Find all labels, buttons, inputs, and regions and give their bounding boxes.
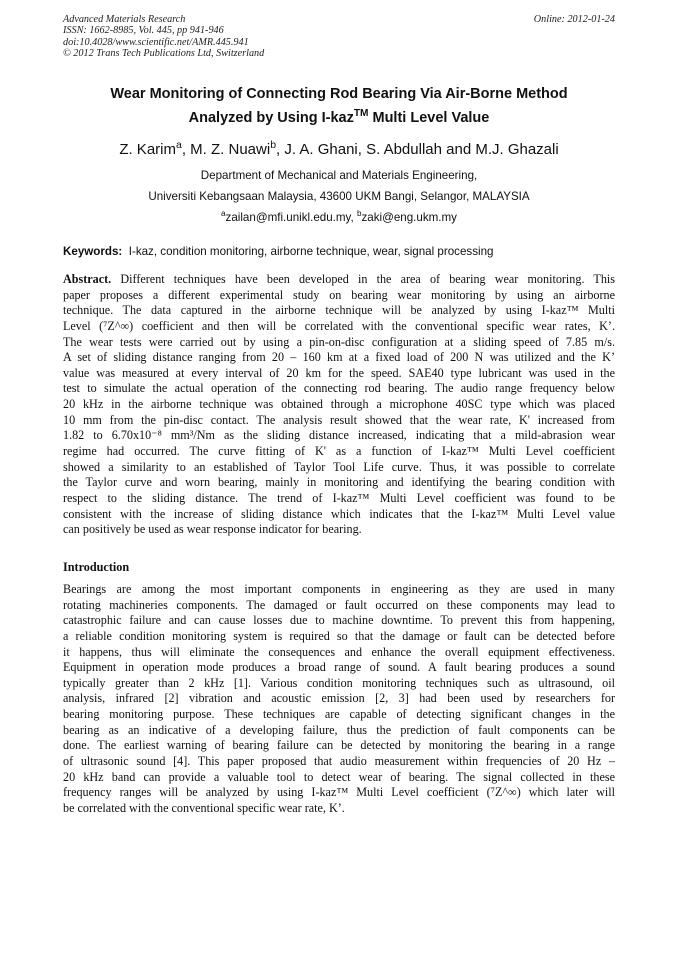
online-date <box>534 14 615 25</box>
abstract <box>63 272 615 538</box>
abstract-line: respect to the sliding distance. The trend of I-kaz™ Multi Level coefficient was found to be <box>63 490 615 505</box>
abstract-line: A set of sliding distance ranging from 20 – 160 km at a fixed load of 200 N was utilized and the K’ <box>63 350 615 365</box>
affiliation-dept: Department of Mechanical and Materials Engineering, <box>200 169 478 182</box>
title-line-2 <box>63 106 615 130</box>
abstract-line: test to simulate the actual operation of the connecting rod bearing. The audio range frequency below <box>63 381 615 396</box>
email-a[interactable]: zailan@mfi.unikl.edu.my, <box>225 211 357 224</box>
email-b[interactable]: zaki@eng.ukm.my <box>361 211 457 224</box>
intro-line: rotating machineries components. The damaged or fault occurred on these components may lead to <box>63 597 615 612</box>
author-1-affil: a <box>175 139 182 151</box>
abstract-line: Level (⁷Z^∞) coefficient and then will be correlated with the conventional specific wear rates, K’. <box>63 318 615 333</box>
abstract-line: consistent with the increase of sliding distance which indicates that the I-kaz™ Multi Level value <box>63 506 615 521</box>
intro-line: be correlated with the conventional specific wear rate, K’. <box>63 800 345 815</box>
intro-line: bearing as an indicative of a developing failure, thus the prediction of fault components can be <box>63 722 615 737</box>
abstract-line-text: Different techniques have been developed in the area of bearing wear monitoring. This <box>111 272 615 286</box>
title-trademark: TM <box>353 108 369 120</box>
journal-header <box>63 14 264 60</box>
affiliation-univ: Universiti Kebangsaan Malaysia, 43600 UKM Bangi, Selangor, MALAYSIA <box>148 190 530 203</box>
keywords <box>63 245 615 259</box>
abstract-line <box>63 272 615 288</box>
intro-line: bearing monitoring purpose. These techniques are capable of detecting significant changes in the <box>63 707 615 722</box>
journal-issn: ISSN: 1662-8985, Vol. 445, pp 941-946 <box>63 25 224 37</box>
intro-line: Equipment in operation mode produces a broad range of sound. A fault bearing produces a sound <box>63 660 615 675</box>
abstract-line: value was measured at every interval of 20 km for the speed. SAE40 type lubricant was used in the <box>63 365 615 380</box>
intro-line: it happens, thus will eliminate the consequences and enhance the overall equipment effectiveness. <box>63 644 615 659</box>
abstract-line: The wear tests were carried out by using a pin-on-disc configuration at a sliding speed of 7.85 m/s. <box>63 334 615 349</box>
author-rest: , J. A. Ghani, S. Abdullah and M.J. Ghazali <box>276 141 559 158</box>
abstract-line: can positively be used as wear response indicator for bearing. <box>63 522 362 537</box>
online-date-text: Online: 2012-01-24 <box>533 14 615 25</box>
affiliation <box>63 165 615 228</box>
intro-line: 20 kHz band can provide a valuable tool to detect wear of bearing. The signal collected in these <box>63 769 615 784</box>
section-heading-introduction: Introduction <box>63 560 130 574</box>
intro-line: analysis, infrared [2] vibration and acoustic emission [2, 3] had been used by researchers for <box>63 691 615 706</box>
abstract-line: 1.82 to 6.70x10⁻⁸ mm³/Nm as the sliding distance increased, indicating that a mild-abrasion wear <box>63 428 615 443</box>
affiliation-emails <box>63 207 615 228</box>
abstract-line: regime had occurred. The curve fitting of K' as a function of I-kaz™ Multi Level coefficient <box>63 444 615 459</box>
intro-line: Bearings are among the most important components in engineering as they are used in many <box>63 582 615 596</box>
intro-line: done. The earliest warning of bearing failure can be detected by monitoring the bearing in a range <box>63 738 615 753</box>
title-line-1: Wear Monitoring of Connecting Rod Bearing Via Air-Borne Method <box>110 86 568 102</box>
paper-title <box>63 82 615 130</box>
abstract-line: showed a similarity to an established of Taylor Tool Life curve. Thus, it was possible to correlate <box>63 459 615 474</box>
keywords-text: I-kaz, condition monitoring, airborne technique, wear, signal processing <box>128 245 494 258</box>
author-1: Z. Karim <box>119 141 176 158</box>
intro-line: typically greater than 2 kHz [1]. Various condition monitoring techniques such as ultrasound, oil <box>63 675 615 690</box>
abstract-line: paper proposes a different experimental study on bearing wear monitoring by using an airborne <box>63 287 615 302</box>
abstract-line: the Taylor curve and worn bearing, mainly in monitoring and identifying the bearing condition with <box>63 475 615 490</box>
author-2-affil: b <box>270 139 277 151</box>
intro-line: frequency ranges will be analyzed by using I-kaz™ Multi Level coefficient (⁷Z^∞) which later will <box>63 785 615 800</box>
abstract-line: 20 kHz in the airborne technique was obtained through a microphone 40SC type which was placed <box>63 397 615 412</box>
keywords-label: Keywords: <box>63 245 123 258</box>
abstract-line: 10 mm from the pin-disc contact. The analysis result showed that the wear rate, K' increased from <box>63 412 615 427</box>
introduction-body <box>63 582 615 817</box>
intro-line: catastrophic failure and can cause losses due to machine downtime. To prevent this from happening, <box>63 613 615 628</box>
journal-copyright: © 2012 Trans Tech Publications Ltd, Switzerland <box>63 48 265 60</box>
intro-line: of ultrasonic sound [4]. This paper proposed that audio measurement within frequencies of 20 Hz – <box>63 754 615 769</box>
title-line-2-post: Multi Level Value <box>368 110 490 126</box>
email-a-marker: a <box>221 209 226 219</box>
author-2: , M. Z. Nuawi <box>181 141 271 158</box>
journal-doi[interactable]: doi:10.4028/www.scientific.net/AMR.445.941 <box>63 36 249 48</box>
email-b-marker: b <box>356 209 362 219</box>
abstract-label: Abstract. <box>63 272 112 286</box>
intro-line: a reliable condition monitoring system is required so that the damage or fault can be detected before <box>63 628 615 643</box>
abstract-line: technique. The data captured in the airborne technique will be analyzed by using I-kaz™ Multi <box>63 303 615 318</box>
journal-name: Advanced Materials Research <box>63 14 186 25</box>
title-line-2-pre: Analyzed by Using I-kaz <box>188 110 354 126</box>
author-list <box>63 141 615 159</box>
